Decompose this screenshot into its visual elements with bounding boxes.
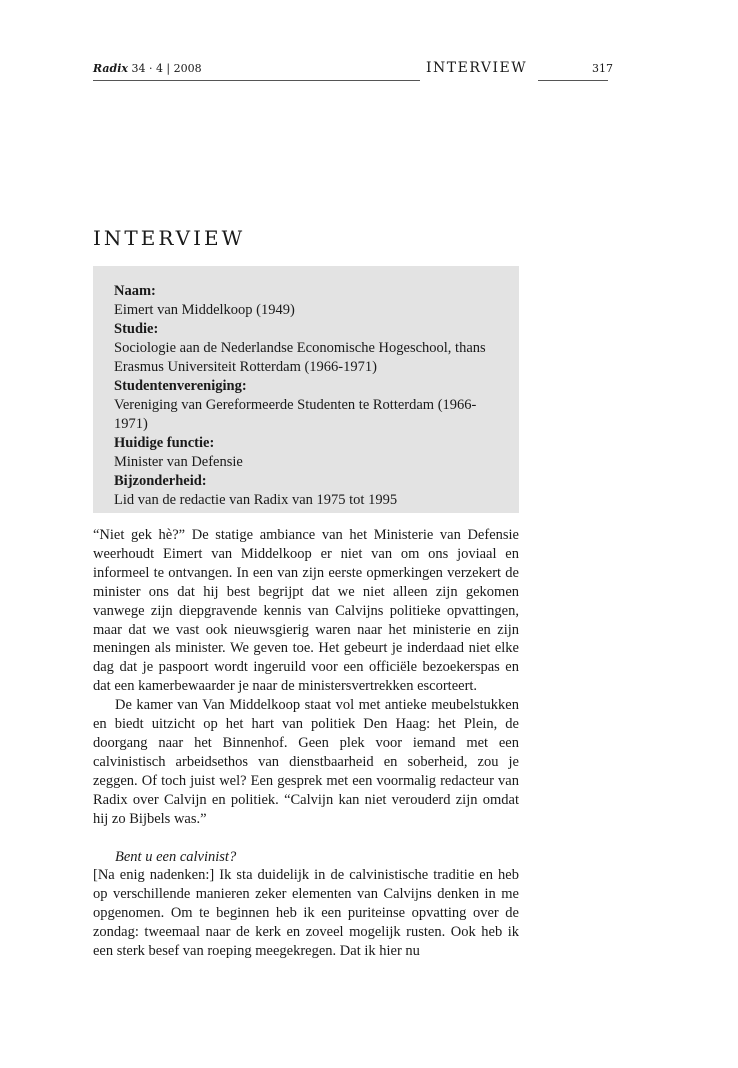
studie-value: Sociologie aan de Nederlandse Economische Hogeschool, thans Erasmus Universiteit Rotterdam (1966-1971) (114, 340, 486, 375)
interviewee-infobox (93, 266, 519, 513)
issue-info: 34 · 4 | 2008 (131, 62, 202, 75)
naam-label: Naam: (114, 283, 156, 299)
section-title: INTERVIEW (93, 226, 246, 250)
journal-name: Radix (93, 62, 128, 75)
paragraph-intro: “Niet gek hè?” De statige ambiance van het Ministerie van Defensie weerhoudt Eimert van Middelkoop er niet van om ons joviaal en informeel te ontvangen. In een van zijn eerste opmerkingen verzekert de minister ons dat hij best begrijpt dat we niet alleen zijn gekomen vanwege zijn diepgravende kennis van Calvijns politieke opvattingen, maar dat we vast ook nieuwsgierig waren naar het ministerie en zijn meningen als minister. We geven toe. Het gebeurt je inderdaad niet elke dag dat je paspoort wordt ingeruild voor een officiële bezoekerspas en dat een kamerbewaarder je naar de ministersvertrekken escorteert. (93, 527, 519, 695)
bijzonderheid-value: Lid van de redactie van Radix van 1975 tot 1995 (114, 492, 398, 508)
vereniging-label: Studentenvereniging: (114, 378, 247, 394)
interview-answer: [Na enig nadenken:] Ik sta duidelijk in de calvinistische traditie en heb op verschillende manieren zeker elementen van Calvijns denken in me opgenomen. Om te beginnen heb ik een puriteinse opvatting over de zondag: tweemaal naar de kerk en zoveel mogelijk rusten. Ook heb ik een sterk besef van roeping meegekregen. Dat ik hier nu (93, 867, 519, 960)
interview-question: Bent u een calvinist? (115, 848, 237, 865)
running-header-section: INTERVIEW (426, 60, 528, 76)
functie-label: Huidige functie: (114, 435, 215, 451)
running-header-journal (93, 62, 202, 75)
article-body (93, 526, 519, 961)
bijzonderheid-label: Bijzonderheid: (114, 473, 207, 489)
naam-value: Eimert van Middelkoop (1949) (114, 302, 295, 318)
header-rule-right (538, 80, 608, 81)
page-number: 317 (592, 62, 613, 75)
functie-value: Minister van Defensie (114, 454, 243, 470)
header-rule-left (93, 80, 420, 81)
studie-label: Studie: (114, 321, 159, 337)
paragraph-room: De kamer van Van Middelkoop staat vol met antieke meubelstukken en biedt uitzicht op het hart van politiek Den Haag: het Plein, de doorgang naar het Binnenhof. Geen plek voor iemand met een calvinistisch arbeidsethos van dienstbaarheid en soberheid, zou je zeggen. Of toch juist wel? Een gesprek met een voormalig redacteur van Radix over Calvijn en politiek. “Calvijn kan niet verouderd zijn omdat hij zo Bijbels was.” (93, 697, 519, 827)
vereniging-value: Vereniging van Gereformeerde Studenten te Rotterdam (1966-1971) (114, 397, 477, 432)
